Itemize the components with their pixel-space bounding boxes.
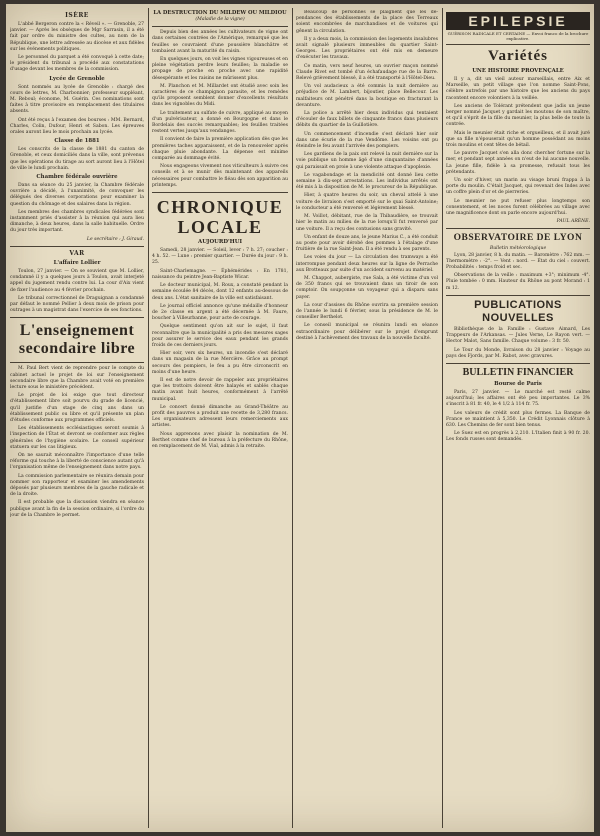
paragraph: Le vagabondage et la mendicité ont donné lieu cette semaine à dix-sept arrestations. Les individus arrêtés ont été mis à la disposition de M. le procureur de la République. — [296, 172, 438, 191]
paragraph: Bibliothèque de la Famille : Gustave Aimard, Les Trappeurs de l'Arkansas. — Jules Verne, Le Rayon vert. — Hector Malot, Sans famille. Chaque volume : 3 fr. 50. — [446, 326, 590, 345]
paragraph: Les valeurs de crédit sont plus fermes. La Banque de France se maintient à 5,350. Le Crédit Lyonnais clôture à 630. Les Chemins de fer sont bien tenus. — [446, 410, 590, 428]
paragraph: Paris, 27 janvier. — Le marché est resté calme aujourd'hui; les affaires ont été peu importantes. Le 3% s'inscrit à 81 fr. 40, le 4 1/2 à 114 fr. 75. — [446, 389, 590, 408]
paragraph: La commission parlementaire se réunira demain pour nommer son rapporteur et examiner les amendements déposés par plusieurs membres de la gauche radicale et de la droite. — [10, 473, 144, 498]
signature: PAUL ARÈNE. — [556, 219, 590, 225]
paragraph: En quelques jours, on voit les vignes vigoureuses et en pleine végétation perdre leurs feuilles; la maladie se propage de proche en proche avec une rapidité désespérante et les raisins ne mûrissent plus. — [152, 57, 288, 81]
paragraph: Le pauvre Jacquet s'en alla donc chercher fortune sur la mer, et pendant sept années on n'eut de lui aucune nouvelle. La jeune fille, fidèle à sa promesse, refusait tous les prétendants. — [446, 151, 590, 175]
paragraph: Un soir d'hiver, un marin au visage bruni frappa à la porte du moulin. C'était Jacquet, qui revenait des Indes avec un coffre plein d'or et de pierreries. — [446, 178, 590, 196]
section-isere-heading: ISÈRE — [65, 12, 89, 19]
paragraph: Il est de notre devoir de rappeler aux propriétaires que les trottoirs doivent être balayés et sablés chaque matin avant huit heures, conformément à l'arrêté municipal. — [152, 377, 288, 402]
varietes-headline: Variétés — [488, 48, 548, 64]
paragraph: Dans sa séance du 25 janvier, la Chambre fédérale ouvrière a décidé, à l'unanimité, de convoquer les délégués des diverses corporations pour examiner la question du chômage et des salaires dans la région. — [10, 183, 144, 207]
paragraph: Il y a deux mois, la commission des logements insalubres avait signalé plusieurs immeubles du quartier Saint-Georges. Les propriétaires ont été mis en demeure d'exécuter les travaux. — [296, 36, 438, 61]
column-rule — [292, 8, 293, 828]
paragraph: Il convient de faire la première application dès que les premières taches apparaissent, et de la renouveler après chaque pluie abondante. La dépense est minime comparée au dommage évité. — [152, 137, 288, 162]
divider — [10, 362, 144, 363]
paragraph: On ne saurait méconnaître l'importance d'une telle réforme qui touche à la liberté de conscience autant qu'à l'organisation même de l'enseignement dans notre pays. — [10, 452, 144, 471]
bulletin-financier-headline: BULLETIN FINANCIER — [462, 366, 574, 378]
epilepsie-subline: GUÉRISON RADICALE ET CERTAINE — Envoi franco de la brochure explicative. — [447, 31, 589, 41]
paragraph: Toulon, 27 janvier. — On se souvient que M. Lollier, condamné il y a quelques jours à Toulon, avait interjeté appel du jugement rendu contre lui. La cour d'Aix vient de fixer l'audience au 4 février prochain. — [10, 268, 144, 293]
paragraph: M. Planchon et M. Millardet ont étudié avec soin les caractères de ce champignon parasite, et les remèdes qu'ils proposent semblent donner d'excellents résultats dans les vignobles du Midi. — [152, 83, 288, 108]
paragraph: La police a arrêté hier deux individus qui tentaient d'écouler de faux billets de cinquante francs dans plusieurs débits du quartier de la Guillotière. — [296, 111, 438, 129]
paragraph: Le conseil municipal se réunira lundi en séance extraordinaire pour délibérer sur le projet d'emprunt destiné à l'achèvement des travaux de la nouvelle faculté. — [296, 323, 438, 341]
publications-headline: PUBLICATIONS NOUVELLES — [474, 298, 562, 324]
paragraph: Nous apprenons avec plaisir la nomination de M. Berthet comme chef de bureau à la préfecture du Rhône, en remplacement de M. Vial, admis à la retraite. — [152, 431, 288, 449]
paragraph: Le journal officiel annonce qu'une médaille d'honneur de 2e classe en argent a été décernée à M. Faure, boucher à Villeurbanne, pour acte de courage. — [152, 303, 288, 322]
classe-heading: Classe de 1881 — [54, 138, 100, 145]
paragraph: Quelque sentiment qu'on ait sur le sujet, il faut reconnaître que la municipalité a pris des mesures sages pour assurer le service des eaux pendant les grands froids de ces derniers jours. — [152, 324, 288, 348]
paragraph: Observations de la veille : maximum +3°; minimum -4°. Pluie tombée : 0 mm. Hauteur du Rhône au pont Morand : 1 m 12. — [446, 273, 590, 291]
column-1 — [10, 10, 144, 826]
paragraph: Ont été reçus à l'examen des bourses : MM. Bernard, Charles, Colin, Dufour, Henri et Sabon. Les épreuves orales auront lieu le mois prochain au lycée. — [10, 117, 144, 136]
paragraph: Les conscrits de la classe de 1881 du canton de Grenoble, et ceux domiciliés dans la ville, sont prévenus que les opérations du tirage au sort auront lieu à l'Hôtel de ville le lundi prochain. — [10, 147, 144, 171]
paragraph: Un vol audacieux a été commis la nuit dernière au préjudice de M. Lambert, bijoutier, place Bellecour. Les malfaiteurs ont pénétré dans la boutique en fracturant la devanture. — [296, 84, 438, 108]
paragraph: Lyon, 28 janvier, 8 h. du matin. — Baromètre : 762 mm. — Thermomètre : -2°. — Vent : nord. — État du ciel : couvert. Probabilités : temps froid et sec. — [446, 252, 590, 271]
paragraph: Un commencement d'incendie s'est déclaré hier soir dans une écurie de la rue Vendôme. Les voisins ont pu éteindre le feu avant l'arrivée des pompiers. — [296, 131, 438, 150]
signature: Le secrétaire : J. Giraud. — [86, 236, 144, 242]
paragraph: Samedi, 28 janvier. — Soleil, lever : 7 h. 27; coucher : 4 h. 52. — Lune : premier quartier. — Durée du jour : 9 h. 25. — [152, 248, 288, 266]
section-var-heading: VAR — [69, 249, 85, 257]
aujourdhui-heading: AUJOURD'HUI — [198, 239, 242, 246]
paragraph: Les établissements ecclésiastiques seront soumis à l'inspection de l'État et devront se conformer aux règles générales de l'hygiène scolaire. Le conseil supérieur statuera sur les cas litigieux. — [10, 426, 144, 450]
paragraph: Il est probable que la discussion viendra en séance publique avant la fin de la session ordinaire, si l'ordre du jour de la Chambre le permet. — [10, 500, 144, 518]
divider — [152, 26, 288, 27]
paragraph: Le Tour du Monde, livraison du 28 janvier : Voyage au pays des Fjords, par M. Rabot, avec gravures. — [446, 347, 590, 359]
bourse-heading: Bourse de Paris — [494, 380, 542, 387]
paragraph: L'abbé Bergeron contre la « Réveil ». — Grenoble, 27 janvier. — Après les obsèques de Mgr Sarrasin, il a été fait par ordre du ministre des cultes, au nom de la République, une lettre adressée au diocèse et aux fidèles sur les événements politiques. — [10, 22, 144, 52]
paragraph: Ce matin, vers neuf heures, un ouvrier maçon nommé Claude Rivet est tombé d'un échafaudage rue de la Barre. Relevé grièvement blessé, il a été transporté à l'Hôtel-Dieu. — [296, 63, 438, 82]
paragraph: M. Voillot, débitant, rue de la Thibaudière, se trouvait hier le matin au milieu de la rue lorsqu'il fut renversé par une voiture. Il a reçu des contusions sans gravité. — [296, 214, 438, 232]
epilepsie-banner: EPILEPSIE — [446, 12, 590, 30]
enseignement-headline: L'enseignement secondaire libre — [18, 322, 136, 358]
mildew-subtitle: (Maladie de la vigne) — [195, 17, 245, 22]
paragraph: Le projet de loi exige que tout directeur d'établissement libre soit pourvu du grade de licencié, qu'il justifie d'un stage de cinq ans dans un établissement public ou libre et qu'il présente un plan d'études conforme aux programmes officiels. — [10, 393, 144, 423]
chambre-heading: Chambre fédérale ouvrière — [36, 174, 118, 181]
paragraph: Mais le meunier était riche et orgueilleux, et il avait juré que sa fille n'épouserait qu'un homme possédant au moins trois moulins et cent têtes de bétail. — [446, 130, 590, 149]
column-4 — [446, 10, 590, 826]
divider — [446, 44, 590, 45]
paragraph: Hier soir, vers six heures, un incendie s'est déclaré dans un magasin de la rue Mercière. Grâce au prompt secours des pompiers, le feu a pu être circonscrit en moins d'une heure. — [152, 351, 288, 375]
mildew-headline: LA DESTRUCTION DU MILDEW OU MILDIOU — [153, 10, 287, 16]
chronique-locale-headline: CHRONIQUE LOCALE — [156, 197, 284, 238]
column-2 — [152, 10, 288, 826]
paragraph: Le meunier ne put refuser plus longtemps son consentement, et les noces furent célébrées au village avec une magnificence dont on parle encore aujourd'hui. — [446, 198, 590, 217]
paragraph: Les voies du jour — La circulation des tramways a été interrompue pendant deux heures sur la ligne de Perrache aux Brotteaux par suite d'un accident survenu au matériel. — [296, 255, 438, 273]
paragraph: Le concert donné dimanche au Grand-Théâtre au profit des pauvres a produit une recette de 3,280 francs. Les organisateurs adressent leurs remerciements aux artistes. — [152, 404, 288, 429]
paragraph: Le docteur municipal, M. Roux, a constaté pendant la semaine écoulée 84 décès, dont 12 enfants au-dessous de deux ans. L'état sanitaire de la ville est satisfaisant. — [152, 283, 288, 301]
lollier-heading: L'affaire Lollier — [53, 259, 101, 266]
paragraph: M. Chappot, aubergiste, rue Sala, a été victime d'un vol de 350 francs qui se trouvaient dans un tiroir de son comptoir. On soupçonne un voyageur qui a disparu sans payer. — [296, 275, 438, 300]
paragraph: Les membres des chambres syndicales fédérées sont instamment priés d'assister à la réunion qui aura lieu dimanche, à deux heures, dans la salle habituelle. Ordre du jour très important. — [10, 209, 144, 234]
paragraph: Il y a, dit un vieil auteur marseillais, entre Aix et Marseille, un petit village que l'on nomme Saint-Pons, célèbre autrefois par une histoire que les anciens du pays racontent encore volontiers à la veillée. — [446, 77, 590, 101]
divider — [10, 246, 144, 247]
paragraph: Les gardiens de la paix ont relevé la nuit dernière sur la voie publique un homme âgé d'une cinquantaine d'années qui paraissait en proie à une violente attaque d'apoplexie. — [296, 152, 438, 170]
paragraph: Le Suez est en progrès à 2,210. L'Italien finit à 90 fr. 20. Les fonds russes sont demandés. — [446, 431, 590, 443]
column-3 — [296, 10, 438, 826]
paragraph: La cour d'assises du Rhône ouvrira sa première session de l'année le lundi 6 février, sous la présidence de M. le conseiller Berthelot. — [296, 302, 438, 321]
column-rule — [442, 8, 443, 828]
divider — [152, 192, 288, 193]
column-rule — [148, 8, 149, 828]
paragraph: Sont nommés au lycée de Grenoble : chargé des cours de lettres, M. Charbonnier; professeur suppléant, M. Reboul; économe, M. Guérin. Ces nominations sont faites à titre provisoire en remplacement des titulaires absents. — [10, 84, 144, 115]
divider — [446, 363, 590, 364]
divider — [446, 228, 590, 229]
paragraph: Un enfant de douze ans, le jeune Marius C., a été conduit au poste pour avoir dérobé des pommes à l'étalage d'une fruitière de la rue Saint-Jean. Il a été rendu à ses parents. — [296, 234, 438, 253]
paragraph: Le personnel du parquet a été convoqué à cette date; le président du tribunal a procédé aux constatations d'usage devant les membres de la commission. — [10, 55, 144, 73]
divider — [446, 295, 590, 296]
paragraph: Saint-Charlemagne. — Éphémérides : En 1781, naissance du peintre Jean-Baptiste Wicar. — [152, 268, 288, 280]
histoire-heading: UNE HISTOIRE PROVENÇALE — [472, 68, 564, 74]
paragraph: Hier, à quatre heures du soir, un cheval attelé à une voiture de livraison s'est emporté sur le quai Saint-Antoine; le conducteur a été renversé et légèrement blessé. — [296, 193, 438, 211]
paragraph: M. Paul Bert vient de reprendre pour le compte du cabinet actuel le projet de loi sur l'enseignement secondaire libre que la Chambre avait voté en première lecture sous le ministère précédent. — [10, 366, 144, 390]
paragraph: Beaucoup de personnes se plaignent que les dé-pendances des établissements de la place des Terreaux soient encombrées de marchandises et de voitures qui gênent la circulation. — [296, 10, 438, 34]
observatoire-subtitle: Bulletin météorologique — [489, 246, 547, 252]
divider — [10, 317, 144, 318]
paragraph: Le tribunal correctionnel de Draguignan a condamné par défaut le nommé Pellier à deux mois de prison pour outrages à un magistrat dans l'exercice de ses fonctions. — [10, 295, 144, 314]
lycee-heading: Lycée de Grenoble — [49, 75, 105, 82]
paragraph: Nous engageons vivement nos viticulteurs à suivre ces conseils et à se munir dès maintenant des appareils nécessaires pour combattre le fléau dès son apparition au printemps. — [152, 164, 288, 188]
observatoire-headline: OBSERVATOIRE DE LYON — [453, 233, 583, 244]
paragraph: Depuis bien des années les cultivateurs de vigne ont dans certaines contrées de l'Amérique, remarqué que les feuilles se couvraient d'une poussière blanchâtre et tombaient avant la maturité du raisin. — [152, 30, 288, 54]
paragraph: Les anciens de Tolérant prétendent que jadis un jeune berger nommé Jacquet y gardait les moutons de son maître, et qu'il s'éprit de la fille du meunier, la plus belle de toute la contrée. — [446, 103, 590, 128]
newspaper-page — [6, 4, 594, 832]
paragraph: Le traitement au sulfate de cuivre, appliqué au moyen d'un pulvérisateur, a donné en Bourgogne et dans le Bordelais des succès remarquables; les feuilles traitées restent vertes jusqu'aux vendanges. — [152, 110, 288, 135]
